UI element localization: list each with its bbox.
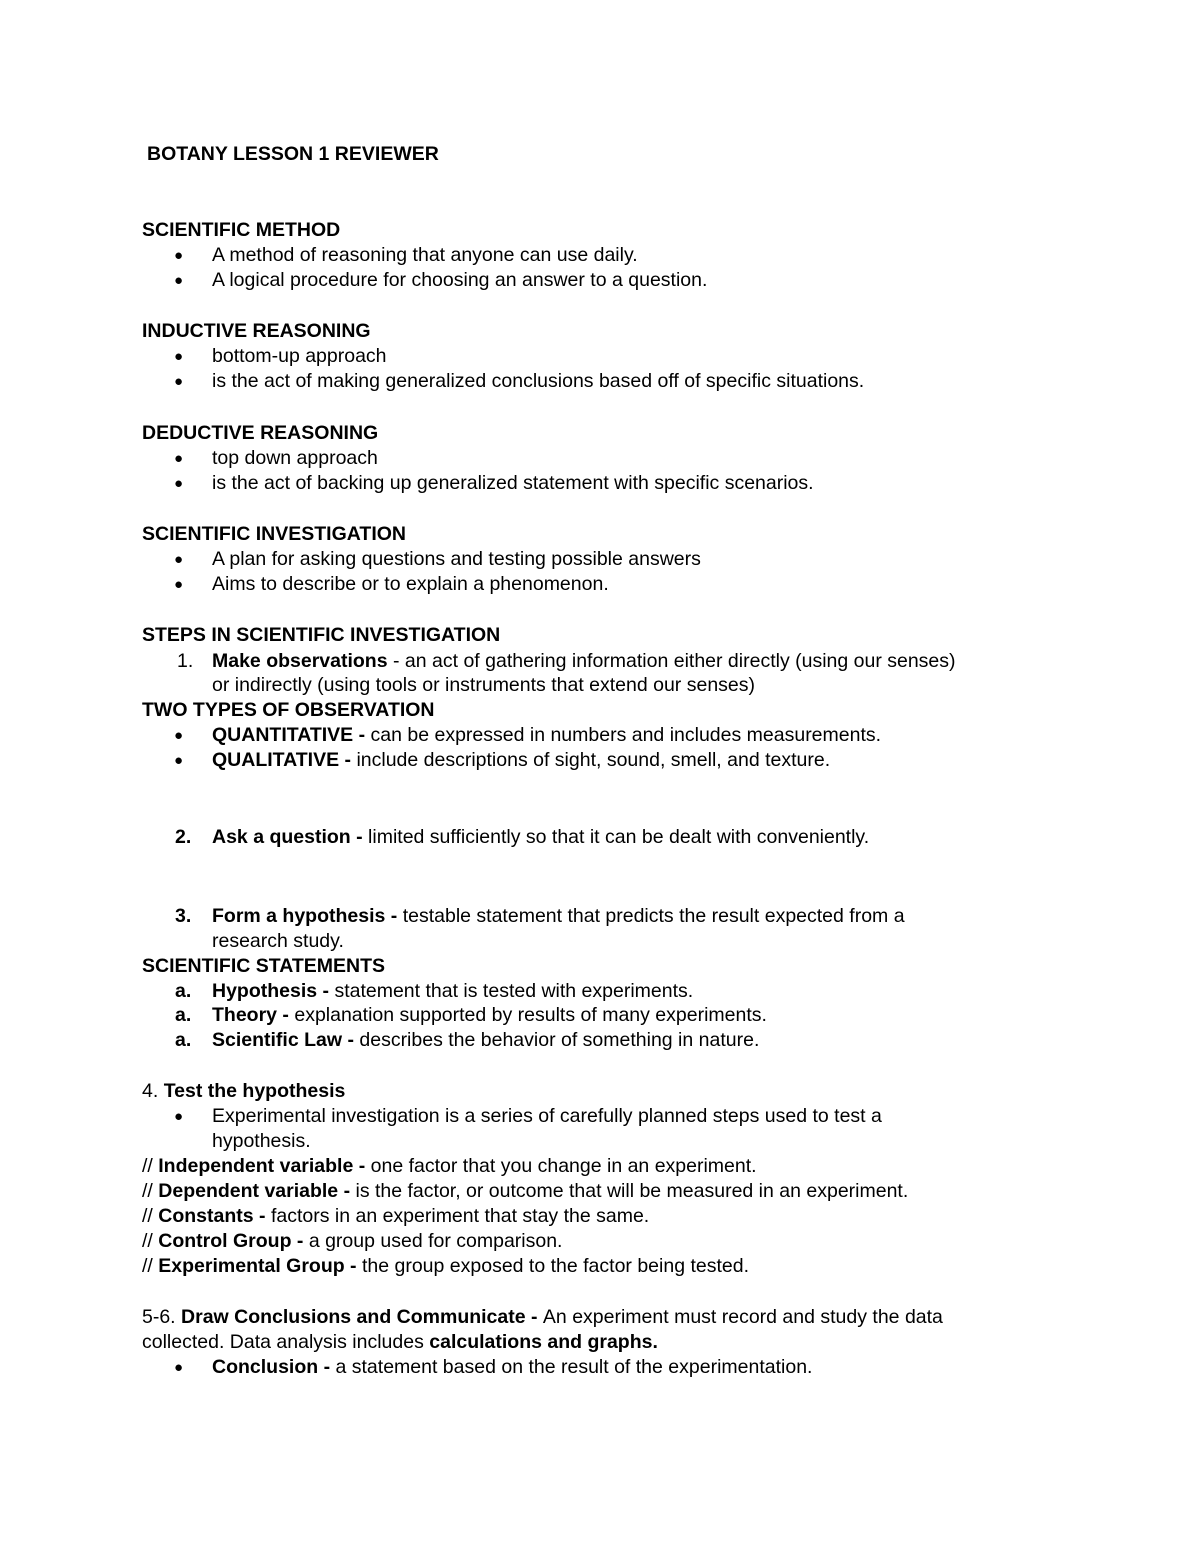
bullet-icon: ● (174, 475, 184, 492)
list-item-continued: hypothesis. (212, 1130, 311, 1152)
step-text-continued (142, 1330, 658, 1355)
definition: can be expressed in numbers and includes measurements. (370, 724, 882, 746)
heading-scientific-investigation: SCIENTIFIC INVESTIGATION (142, 523, 406, 545)
step-number: 5-6. (142, 1306, 182, 1328)
list-item (212, 1355, 812, 1380)
bullet-icon: ● (174, 1359, 184, 1376)
definition: statement that is tested with experiments. (334, 980, 694, 1002)
term: QUALITATIVE - (212, 749, 357, 771)
step-term: Test the hypothesis (163, 1080, 346, 1102)
term: Conclusion - (212, 1356, 336, 1378)
step-term: Make observations (212, 650, 388, 672)
comment-prefix: // (142, 1255, 159, 1277)
variable-line (142, 1204, 649, 1229)
bullet-icon: ● (174, 247, 184, 264)
heading-steps: STEPS IN SCIENTIFIC INVESTIGATION (142, 624, 501, 646)
heading-scientific-method: SCIENTIFIC METHOD (142, 219, 341, 241)
list-item: A logical procedure for choosing an answer to a question. (212, 269, 708, 291)
definition: is the factor, or outcome that will be measured in an experiment. (355, 1180, 909, 1202)
variable-line (142, 1229, 562, 1254)
term: Hypothesis - (212, 980, 335, 1002)
step-text: An experiment must record and study the data (542, 1306, 943, 1328)
bullet-icon: ● (174, 272, 184, 289)
comment-prefix: // (142, 1205, 159, 1227)
step-number: 4. (142, 1080, 164, 1102)
bullet-icon: ● (174, 576, 184, 593)
definition: include descriptions of sight, sound, smell, and texture. (356, 749, 831, 771)
step-2-line (212, 825, 869, 850)
step-number: 1. (177, 650, 194, 672)
bullet-icon: ● (174, 752, 184, 769)
comment-prefix: // (142, 1155, 159, 1177)
comment-prefix: // (142, 1180, 159, 1202)
step-text: - an act of gathering information either directly (using our senses) (387, 650, 956, 672)
step-number: 2. (175, 826, 192, 848)
step-4-line (142, 1079, 345, 1104)
bullet-icon: ● (174, 551, 184, 568)
variable-line (142, 1179, 908, 1204)
step-text: collected. Data analysis includes (142, 1331, 430, 1353)
step-text-continued: research study. (212, 930, 344, 952)
heading-inductive-reasoning: INDUCTIVE REASONING (142, 320, 371, 342)
list-marker: a. (175, 1029, 192, 1051)
step-1-line (212, 649, 956, 674)
heading-deductive-reasoning: DEDUCTIVE REASONING (142, 422, 379, 444)
term: Theory - (212, 1004, 295, 1026)
bullet-icon: ● (174, 348, 184, 365)
list-item (212, 1003, 767, 1028)
list-item: is the act of backing up generalized statement with specific scenarios. (212, 472, 814, 494)
variable-line (142, 1154, 757, 1179)
step-number: 3. (175, 905, 192, 927)
heading-scientific-statements: SCIENTIFIC STATEMENTS (142, 955, 386, 977)
bullet-icon: ● (174, 450, 184, 467)
step-term: Form a hypothesis - (212, 905, 403, 927)
list-item: Aims to describe or to explain a phenomenon. (212, 573, 609, 595)
list-marker: a. (175, 1004, 192, 1026)
step-5-6-line (142, 1305, 943, 1330)
term: Scientific Law - (212, 1029, 360, 1051)
list-marker: a. (175, 980, 192, 1002)
heading-observation-types: TWO TYPES OF OBSERVATION (142, 699, 435, 721)
bullet-icon: ● (174, 727, 184, 744)
definition: explanation supported by results of many experiments. (294, 1004, 767, 1026)
definition: the group exposed to the factor being tested. (361, 1255, 749, 1277)
term: Experimental Group - (158, 1255, 362, 1277)
step-text: limited sufficiently so that it can be dealt with conveniently. (368, 826, 870, 848)
definition: a statement based on the result of the experimentation. (335, 1356, 813, 1378)
step-3-line (212, 904, 905, 929)
list-item: top down approach (212, 447, 378, 469)
definition: describes the behavior of something in nature. (359, 1029, 760, 1051)
list-item (212, 723, 881, 748)
term: Independent variable - (158, 1155, 371, 1177)
list-item: is the act of making generalized conclusions based off of specific situations. (212, 370, 865, 392)
list-item: A plan for asking questions and testing possible answers (212, 548, 701, 570)
variable-line (142, 1254, 749, 1279)
step-term: Draw Conclusions and Communicate - (181, 1306, 543, 1328)
list-item: bottom-up approach (212, 345, 387, 367)
emphasis: calculations and graphs. (429, 1331, 658, 1353)
list-item: A method of reasoning that anyone can use daily. (212, 244, 638, 266)
document-title: BOTANY LESSON 1 REVIEWER (147, 143, 439, 165)
list-item (212, 1028, 759, 1053)
bullet-icon: ● (174, 373, 184, 390)
bullet-icon: ● (174, 1108, 184, 1125)
definition: a group used for comparison. (308, 1230, 563, 1252)
term: Constants - (158, 1205, 271, 1227)
list-item (212, 748, 830, 773)
term: Control Group - (158, 1230, 309, 1252)
comment-prefix: // (142, 1230, 159, 1252)
list-item: Experimental investigation is a series of carefully planned steps used to test a (212, 1105, 882, 1127)
step-text: testable statement that predicts the result expected from a (402, 905, 905, 927)
step-term: Ask a question - (212, 826, 369, 848)
step-text-continued: or indirectly (using tools or instruments that extend our senses) (212, 674, 756, 696)
definition: one factor that you change in an experiment. (370, 1155, 757, 1177)
term: QUANTITATIVE - (212, 724, 371, 746)
term: Dependent variable - (158, 1180, 356, 1202)
list-item (212, 979, 693, 1004)
definition: factors in an experiment that stay the same. (270, 1205, 650, 1227)
